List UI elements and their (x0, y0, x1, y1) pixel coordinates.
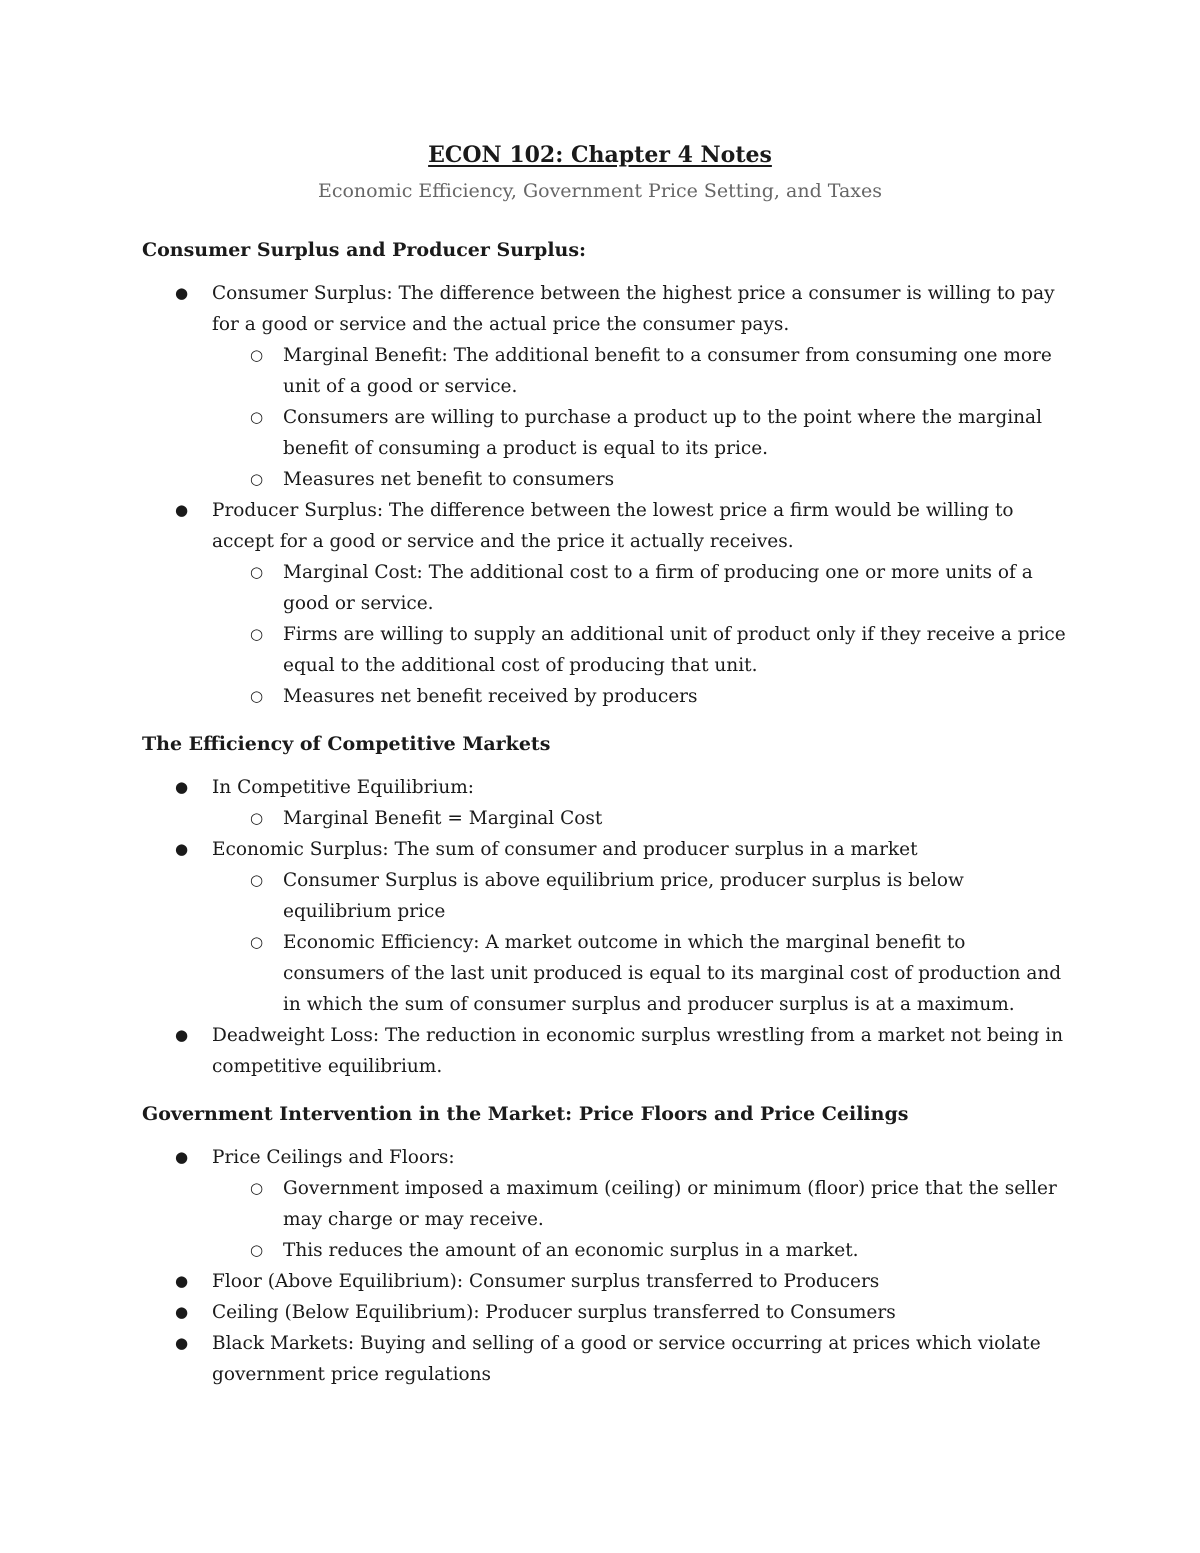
filled-bullet-icon: ● (175, 501, 189, 519)
section-heading: The Efficiency of Competitive Markets (142, 733, 551, 755)
hollow-bullet-icon: ○ (250, 933, 264, 951)
sub-bullet-list (212, 1173, 1072, 1266)
section-heading: Consumer Surplus and Producer Surplus: (142, 239, 587, 261)
bullet-text: In Competitive Equilibrium: (212, 777, 475, 798)
filled-bullet-icon: ● (175, 1272, 189, 1290)
sub-bullet-text: Firms are willing to supply an additional unit of product only if they receive a price equal to the additional cost of producing that unit. (283, 624, 1066, 676)
hollow-bullet-icon: ○ (250, 346, 264, 364)
bullet-item (142, 278, 1072, 495)
bullet-list (142, 278, 1072, 712)
sub-bullet-text: Economic Efficiency: A market outcome in which the marginal benefit to consumers of the last unit produced is equal to its marginal cost of production and in which the sum of consumer surplus and producer surplus is at a maximum. (283, 932, 1062, 1015)
sub-bullet-item (212, 681, 1072, 712)
sub-bullet-text: Marginal Cost: The additional cost to a firm of producing one or more units of a good or service. (283, 562, 1033, 614)
bullet-text: Ceiling (Below Equilibrium): Producer surplus transferred to Consumers (212, 1302, 896, 1323)
bullet-item (142, 1297, 1072, 1328)
section-spacer (142, 1082, 1072, 1100)
bullet-text: Economic Surplus: The sum of consumer and producer surplus in a market (212, 839, 918, 860)
bullet-item (142, 834, 1072, 1020)
bullet-text: Consumer Surplus: The difference between the highest price a consumer is willing to pay for a good or service and the actual price the consumer pays. (212, 283, 1055, 335)
sub-bullet-list (212, 340, 1072, 495)
sub-bullet-item (212, 865, 1072, 927)
hollow-bullet-icon: ○ (250, 408, 264, 426)
document-title: ECON 102: Chapter 4 Notes (428, 142, 772, 168)
sub-bullet-item (212, 464, 1072, 495)
bullet-text: Producer Surplus: The difference between the lowest price a firm would be willing to accept for a good or service and the price it actually receives. (212, 500, 1014, 552)
filled-bullet-icon: ● (175, 1148, 189, 1166)
hollow-bullet-icon: ○ (250, 687, 264, 705)
hollow-bullet-icon: ○ (250, 625, 264, 643)
hollow-bullet-icon: ○ (250, 871, 264, 889)
sub-bullet-text: Government imposed a maximum (ceiling) or minimum (floor) price that the seller may charge or may receive. (283, 1178, 1057, 1230)
sub-bullet-item (212, 557, 1072, 619)
filled-bullet-icon: ● (175, 840, 189, 858)
bullet-item (142, 1020, 1072, 1082)
hollow-bullet-icon: ○ (250, 1241, 264, 1259)
sub-bullet-text: Marginal Benefit: The additional benefit to a consumer from consuming one more unit of a good or service. (283, 345, 1052, 397)
sub-bullet-text: Measures net benefit received by producers (283, 686, 698, 707)
document-subtitle: Economic Efficiency, Government Price Setting, and Taxes (317, 180, 883, 202)
sub-bullet-item (212, 1173, 1072, 1235)
bullet-list (142, 1142, 1072, 1390)
filled-bullet-icon: ● (175, 1303, 189, 1321)
sub-bullet-item (212, 803, 1072, 834)
section (142, 1100, 1072, 1390)
hollow-bullet-icon: ○ (250, 809, 264, 827)
filled-bullet-icon: ● (175, 1026, 189, 1044)
section-spacer (142, 712, 1072, 730)
sub-bullet-list (212, 803, 1072, 834)
bullet-item (142, 1142, 1072, 1266)
bullet-item (142, 1328, 1072, 1390)
document-body (142, 236, 1072, 1390)
bullet-item (142, 1266, 1072, 1297)
hollow-bullet-icon: ○ (250, 470, 264, 488)
bullet-text: Deadweight Loss: The reduction in economic surplus wrestling from a market not being in competitive equilibrium. (212, 1025, 1064, 1077)
sub-bullet-text: Marginal Benefit = Marginal Cost (283, 808, 603, 829)
hollow-bullet-icon: ○ (250, 563, 264, 581)
sub-bullet-list (212, 865, 1072, 1020)
sub-bullet-text: This reduces the amount of an economic surplus in a market. (283, 1240, 859, 1261)
filled-bullet-icon: ● (175, 778, 189, 796)
bullet-text: Floor (Above Equilibrium): Consumer surplus transferred to Producers (212, 1271, 880, 1292)
sub-bullet-text: Measures net benefit to consumers (283, 469, 615, 490)
bullet-text: Price Ceilings and Floors: (212, 1147, 455, 1168)
sub-bullet-item (212, 1235, 1072, 1266)
sub-bullet-item (212, 619, 1072, 681)
section (142, 236, 1072, 730)
filled-bullet-icon: ● (175, 1334, 189, 1352)
bullet-item (142, 495, 1072, 712)
section (142, 730, 1072, 1100)
sub-bullet-item (212, 340, 1072, 402)
filled-bullet-icon: ● (175, 284, 189, 302)
bullet-text: Black Markets: Buying and selling of a good or service occurring at prices which violate government price regulations (212, 1333, 1041, 1385)
bullet-item (142, 772, 1072, 834)
sub-bullet-text: Consumers are willing to purchase a product up to the point where the marginal benefit of consuming a product is equal to its price. (283, 407, 1042, 459)
sub-bullet-list (212, 557, 1072, 712)
sub-bullet-text: Consumer Surplus is above equilibrium price, producer surplus is below equilibrium price (283, 870, 964, 922)
sub-bullet-item (212, 402, 1072, 464)
hollow-bullet-icon: ○ (250, 1179, 264, 1197)
section-heading: Government Intervention in the Market: Price Floors and Price Ceilings (142, 1103, 909, 1125)
sub-bullet-item (212, 927, 1072, 1020)
bullet-list (142, 772, 1072, 1082)
